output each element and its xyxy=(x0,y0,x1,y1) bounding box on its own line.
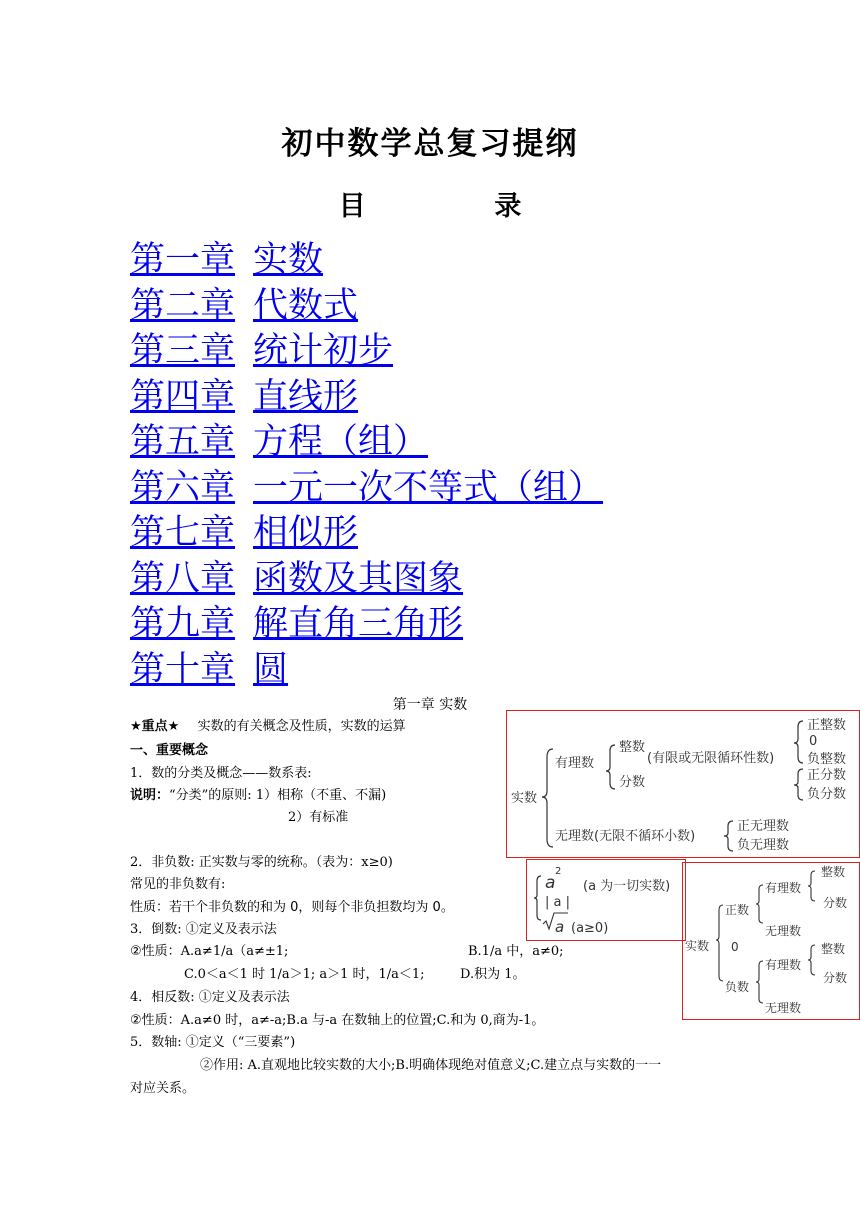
sqrt-condition: (a≥0) xyxy=(571,921,609,936)
item-3-prop-d: D.积为 1。 xyxy=(460,967,526,982)
brace-root xyxy=(542,749,553,847)
toc-link-chapter-8[interactable]: 第八章 函数及其图象 xyxy=(130,558,464,599)
diagram1-zero: 0 xyxy=(809,734,818,749)
note-line xyxy=(130,784,386,803)
a-squared-exponent: 2 xyxy=(555,866,562,877)
brace-negative xyxy=(756,961,763,1003)
brace-fraction xyxy=(794,769,803,800)
toc-link-chapter-6[interactable]: 第六章 一元一次不等式（组） xyxy=(130,467,604,508)
section-important-concepts: 一、重要概念 xyxy=(130,743,209,758)
real-number-classification-diagram xyxy=(506,710,860,858)
toc-link-chapter-9[interactable]: 第九章 解直角三角形 xyxy=(130,604,464,644)
diagram3-rational-a: 有理数 xyxy=(765,881,802,895)
toc-heading-right: 录 xyxy=(494,191,522,222)
diagram1-fraction: 分数 xyxy=(619,775,646,790)
all-real-note: (a 为一切实数) xyxy=(583,879,671,894)
diagram3-integer-a: 整数 xyxy=(821,865,846,879)
item-5: 5．数轴: ①定义（“三要素”) xyxy=(130,1035,296,1050)
key-point-text: 实数的有关概念及性质，实数的运算 xyxy=(197,719,406,734)
key-point-label: ★重点★ xyxy=(130,719,180,734)
sqrt-a: a xyxy=(555,918,565,936)
item-3-prop-label: ②性质： xyxy=(130,944,181,959)
item-3-prop-b: B.1/a 中，a≠0; xyxy=(468,944,564,959)
diagram3-negative: 负数 xyxy=(725,980,750,994)
diagram3-fraction-b: 分数 xyxy=(823,971,848,985)
toc-link-chapter-7[interactable]: 第七章 相似形 xyxy=(130,513,359,553)
item-3-prop-a: A.a≠1/a（a≠±1; xyxy=(180,944,289,959)
item-5-role-cont: 对应关系。 xyxy=(130,1081,196,1096)
diagram1-rational: 有理数 xyxy=(555,756,595,771)
toc-heading xyxy=(0,184,860,223)
document-title: 初中数学总复习提纲 xyxy=(281,126,579,162)
diagram3-root: 实数 xyxy=(685,939,710,953)
classification-svg xyxy=(507,711,859,857)
item-3: 3．倒数: ①定义及表示法 xyxy=(130,922,277,937)
note-text-2: 2）有标准 xyxy=(288,810,349,825)
item-4: 4．相反数: ①定义及表示法 xyxy=(130,990,290,1005)
diagram1-pos-irr: 正无理数 xyxy=(737,819,790,834)
brace-irrational xyxy=(724,821,733,851)
toc-link-chapter-10[interactable]: 第十章 圆 xyxy=(130,649,289,690)
toc-link-chapter-5[interactable]: 第五章 方程（组） xyxy=(130,422,429,462)
diagram1-pos-int: 正整数 xyxy=(807,718,847,733)
diagram3-fraction-a: 分数 xyxy=(823,896,848,910)
brace-rational-b xyxy=(808,945,815,975)
brace-sign-root xyxy=(716,905,723,981)
diagram1-integer: 整数 xyxy=(619,740,646,755)
note-label: 说明： xyxy=(130,788,170,803)
diagram1-irrational: 无理数(无限不循环小数) xyxy=(555,829,696,844)
item-2-property-label: 性质： xyxy=(130,900,170,915)
item-5-role: ②作用: A.直观地比较实数的大小;B.明确体现绝对值意义;C.建立点与实数的一一 xyxy=(200,1058,662,1073)
abs-a: | a | xyxy=(545,895,570,910)
diagram3-irrational-b: 无理数 xyxy=(765,1001,802,1015)
item-2-property xyxy=(130,896,454,915)
brace-rational xyxy=(606,745,615,789)
a-squared: a xyxy=(545,873,556,893)
note-text: “分类”的原则: 1）相称（不重、不漏) xyxy=(169,788,387,803)
item-3-prop-c: C.0＜a＜1 时 1/a＞1; a＞1 时，1/a＜1; xyxy=(184,967,425,982)
item-4-property xyxy=(130,1009,544,1028)
sign-classification-diagram xyxy=(682,862,860,1020)
brace-nonnegative xyxy=(534,876,541,920)
diagram1-pos-frac: 正分数 xyxy=(807,768,847,783)
table-of-contents xyxy=(130,238,603,693)
diagram3-integer-b: 整数 xyxy=(821,942,846,956)
diagram1-neg-int: 负整数 xyxy=(807,752,847,767)
nonnegative-examples-diagram xyxy=(526,859,686,941)
item-1: 1．数的分类及概念——数系表: xyxy=(130,766,312,781)
item-2-property-text: 若干个非负数的和为 0，则每个非负担数均为 0。 xyxy=(169,900,454,915)
diagram3-irrational-a: 无理数 xyxy=(765,924,802,938)
toc-link-chapter-2[interactable]: 第二章 代数式 xyxy=(130,285,359,326)
key-point-line xyxy=(130,715,406,734)
brace-rational-a xyxy=(808,871,815,901)
brace-positive xyxy=(756,885,763,923)
diagram1-finite-decimal: (有限或无限循环性数) xyxy=(647,751,775,766)
chapter-1-heading: 第一章 实数 xyxy=(392,697,468,713)
toc-heading-left: 目 xyxy=(338,191,366,222)
diagram3-zero: 0 xyxy=(731,940,739,954)
diagram3-rational-b: 有理数 xyxy=(765,958,802,972)
diagram1-root: 实数 xyxy=(511,791,538,806)
item-2-common: 常见的非负数有: xyxy=(130,877,226,892)
diagram3-positive: 正数 xyxy=(725,903,750,917)
item-4-prop-label: ②性质： xyxy=(130,1013,181,1028)
item-4-prop-text: A.a≠0 时，a≠-a;B.a 与-a 在数轴上的位置;C.和为 0,商为-1。 xyxy=(180,1013,545,1028)
diagram1-neg-irr: 负无理数 xyxy=(737,838,790,853)
item-2: 2．非负数: 正实数与零的统称。（表为：x≥0) xyxy=(130,855,393,870)
toc-link-chapter-3[interactable]: 第三章 统计初步 xyxy=(130,331,394,371)
diagram1-neg-frac: 负分数 xyxy=(807,787,847,802)
toc-link-chapter-1[interactable]: 第一章 实数 xyxy=(130,240,324,280)
brace-integer xyxy=(794,721,803,763)
toc-link-chapter-4[interactable]: 第四章 直线形 xyxy=(130,376,359,417)
item-3-property xyxy=(130,940,288,959)
